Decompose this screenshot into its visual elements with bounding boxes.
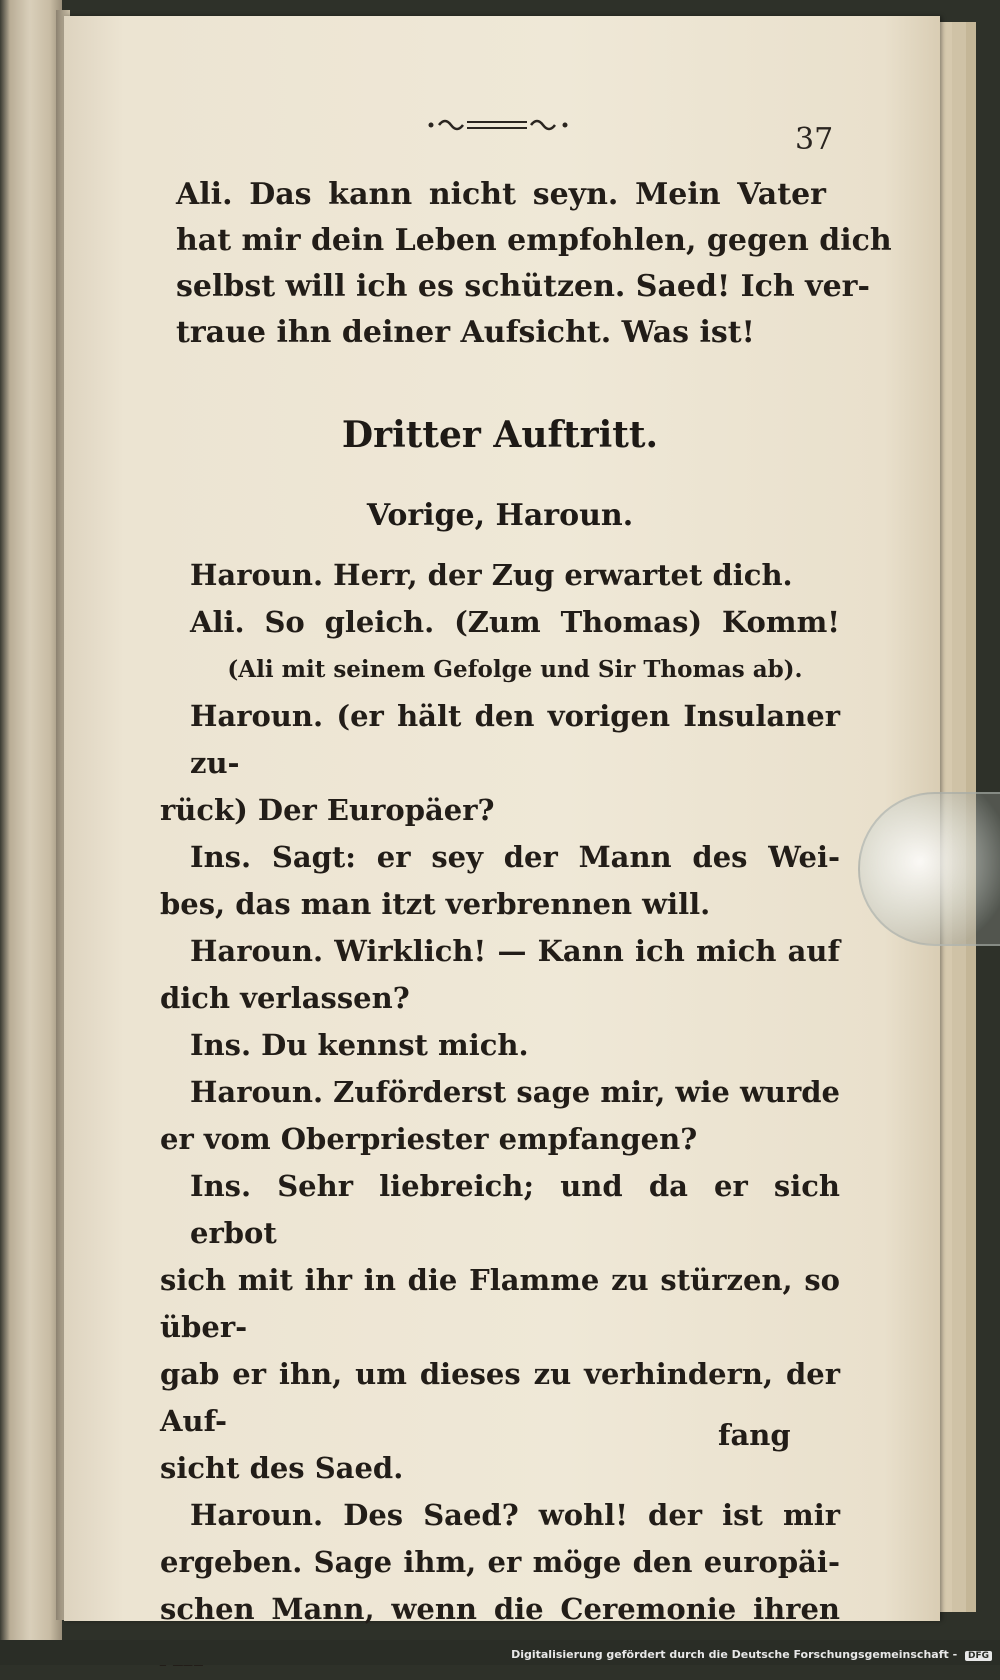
text-line: selbst will ich es schützen. Saed! Ich ver- [176, 269, 870, 304]
text-line: Ali. Das kann nicht seyn. Mein Vater [176, 177, 826, 212]
left-page-edge [0, 0, 62, 1640]
footer-credit-text: Digitalisierung gefördert durch die Deutsche Forschungsgemeinschaft - [511, 1648, 958, 1661]
catchword: fang [718, 1418, 791, 1452]
dialogue-line: dich verlassen? [160, 981, 410, 1015]
footer-credit [511, 1648, 992, 1661]
opening-paragraph [176, 172, 892, 356]
dialogue-line: sicht des Saed. [160, 1451, 404, 1485]
dialogue-line: Ali. So gleich. (Zum Thomas) Komm! [190, 605, 840, 639]
scene-characters: Vorige, Haroun. [366, 498, 634, 533]
dfg-logo: DFG [965, 1651, 992, 1661]
dialogue-line: er vom Oberpriester empfangen? [160, 1122, 698, 1156]
dialogue-line: Haroun. (er hält den vorigen Insulaner zu- [190, 699, 840, 780]
dialogue-line: Haroun. Wirklich! — Kann ich mich auf [190, 934, 840, 968]
dialogue-line: Haroun. Herr, der Zug erwartet dich. [190, 558, 793, 592]
page-number: 37 [795, 122, 834, 157]
dialogue-line: sich mit ihr in die Flamme zu stürzen, so über- [160, 1263, 840, 1344]
dialogue-line: Ins. Du kennst mich. [190, 1028, 529, 1062]
dialogue-line: Haroun. Zuförderst sage mir, wie wurde [190, 1075, 840, 1109]
text-line: hat mir dein Leben empfohlen, gegen dich [176, 223, 892, 258]
dialogue-line: rück) Der Europäer? [160, 793, 495, 827]
dialogue-line: ergeben. Sage ihm, er möge den europäi- [160, 1545, 840, 1579]
dialogue-block [160, 552, 840, 1680]
dialogue-line: gab er ihn, um dieses zu verhindern, der Auf- [160, 1357, 840, 1438]
dialogue-line: Ins. Sagt: er sey der Mann des Wei- [190, 840, 840, 874]
ornament-icon [425, 114, 575, 136]
dialogue-line: Haroun. Des Saed? wohl! der ist mir [190, 1498, 840, 1532]
scene-heading: Dritter Auftritt. [341, 414, 659, 456]
dialogue-line: Ins. Sehr liebreich; und da er sich erbot [190, 1169, 840, 1250]
text-line: traue ihn deiner Aufsicht. Was ist! [176, 315, 755, 350]
dialogue-line: (Ali mit seinem Gefolge und Sir Thomas ab). [227, 656, 803, 683]
dialogue-line: schen Mann, wenn die Ceremonie ihren [160, 1592, 840, 1626]
page-clip [858, 792, 1000, 946]
dialogue-line: bes, das man itzt verbrennen will. [160, 887, 711, 921]
